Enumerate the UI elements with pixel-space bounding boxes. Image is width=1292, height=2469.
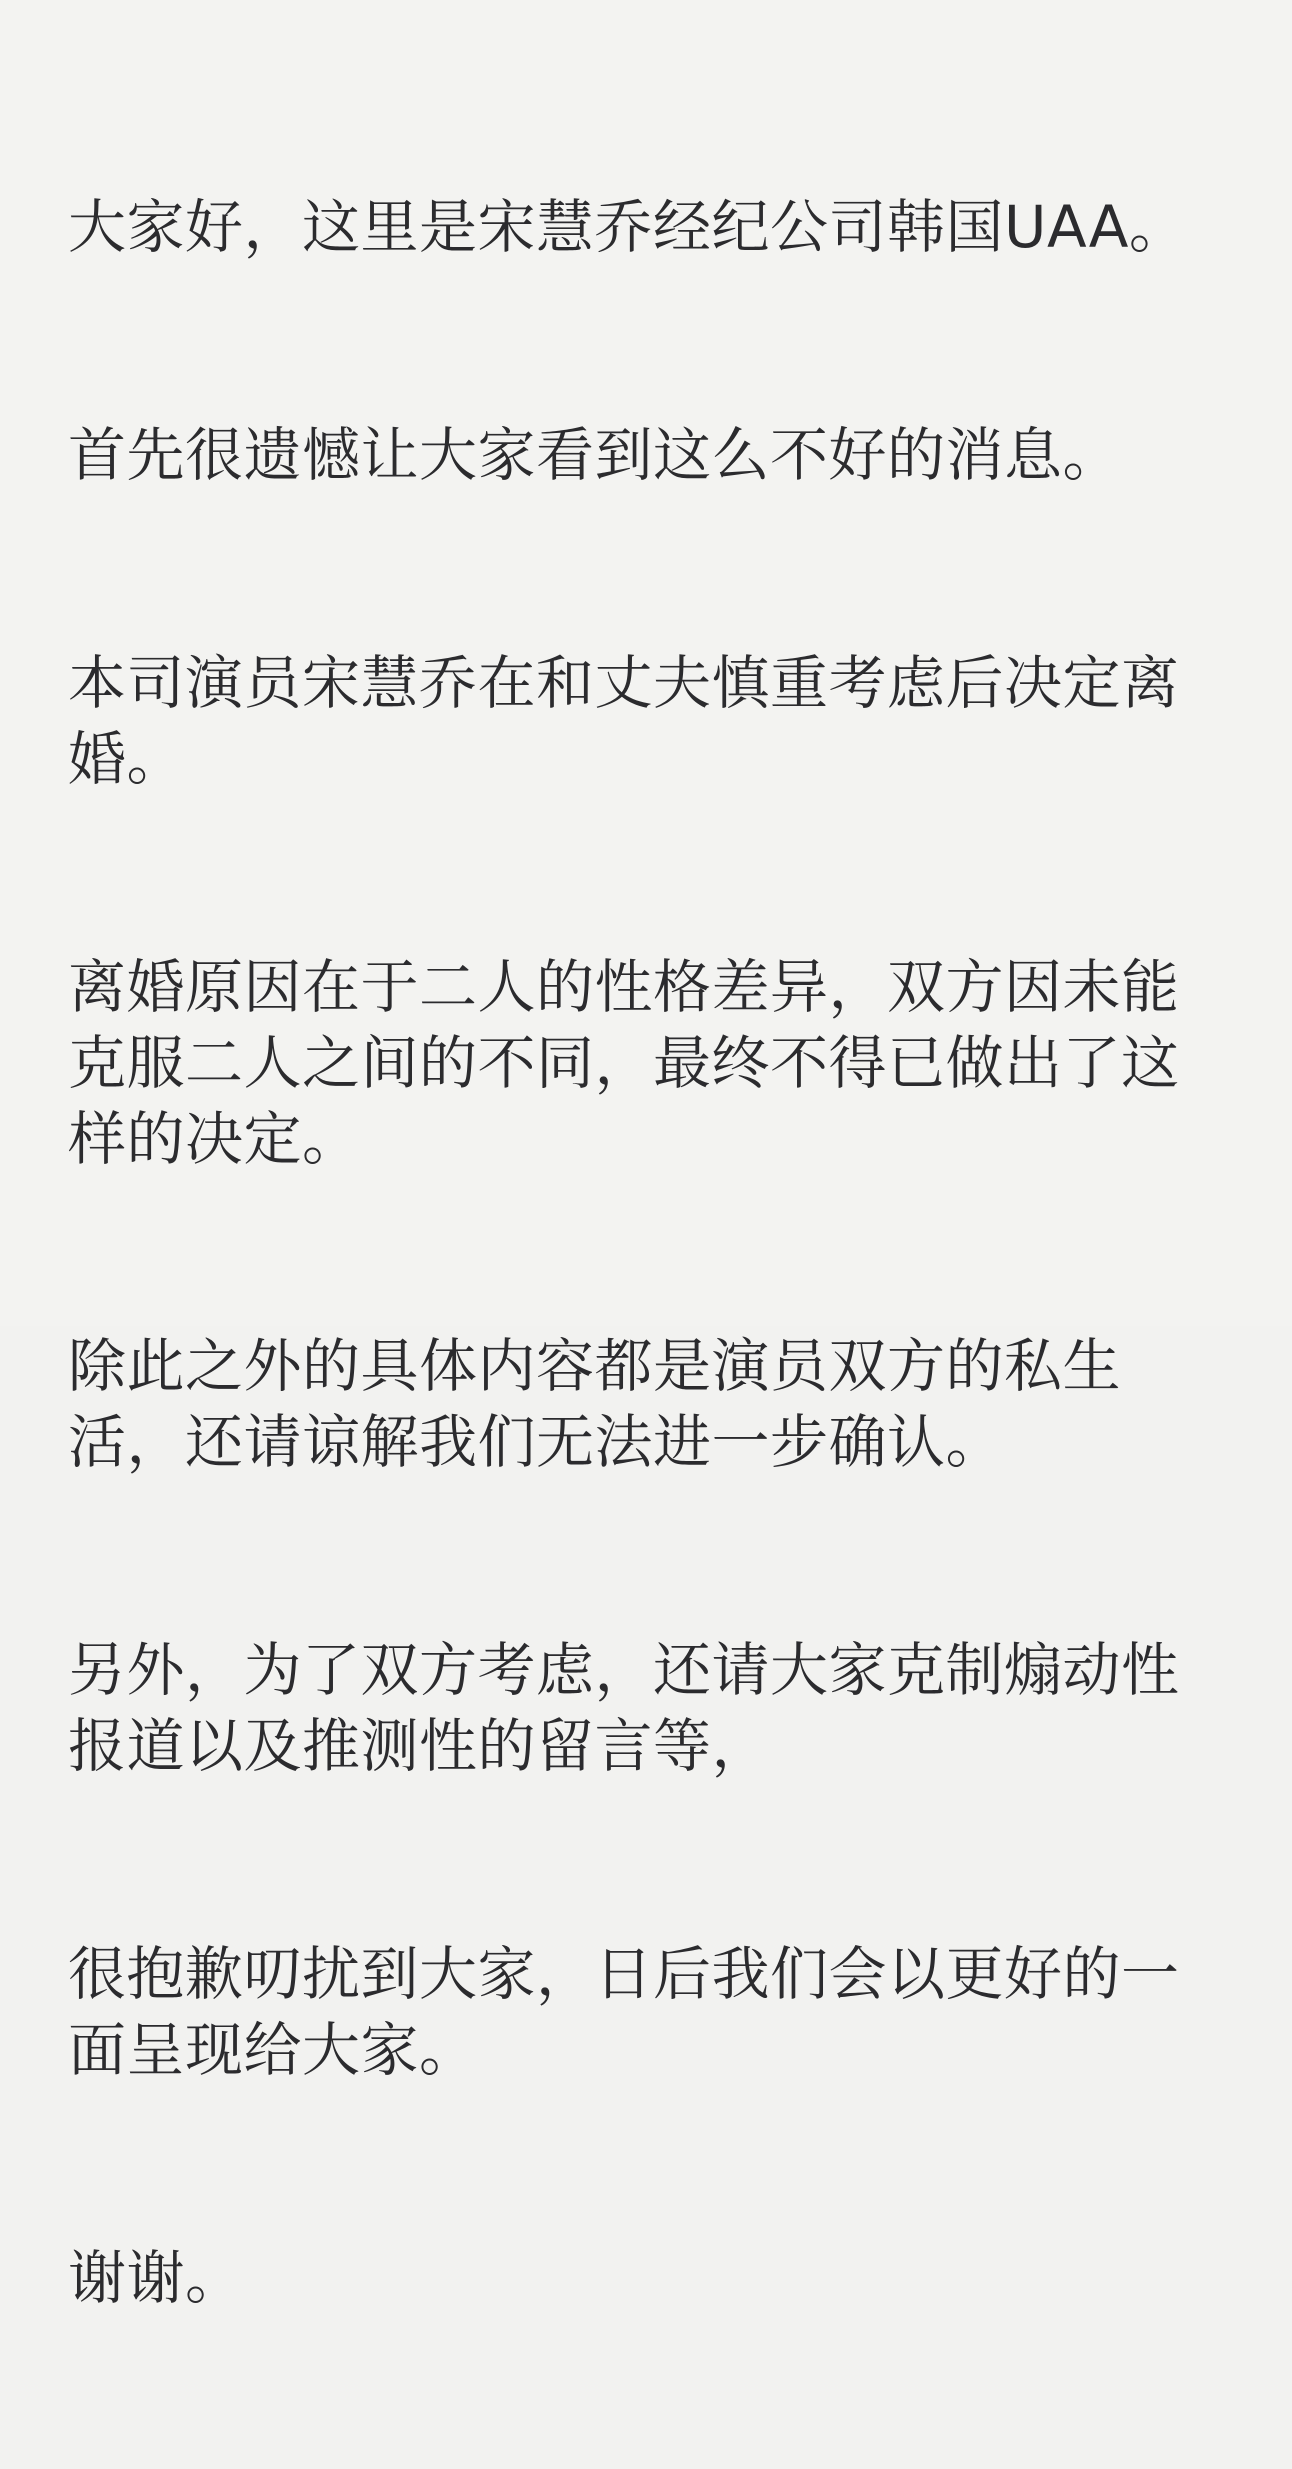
statement-paragraph-3: 本司演员宋慧乔在和丈夫慎重考虑后决定离婚。 <box>68 648 1180 793</box>
statement-paragraph-8: 谢谢。 <box>68 2244 244 2313</box>
statement-paragraph-7: 很抱歉叨扰到大家，日后我们会以更好的一面呈现给大家。 <box>68 1940 1180 2085</box>
statement-paragraph-1: 大家好，这里是宋慧乔经纪公司韩国UAA。 <box>68 192 1188 261</box>
statement-paragraph-5: 除此之外的具体内容都是演员双方的私生活，还请谅解我们无法进一步确认。 <box>68 1332 1122 1477</box>
statement-paragraph-2: 首先很遗憾让大家看到这么不好的消息。 <box>68 420 1122 489</box>
statement-paragraph-4: 离婚原因在于二人的性格差异，双方因未能克服二人之间的不同，最终不得已做出了这样的决定。 <box>68 952 1180 1173</box>
statement-text-block <box>68 38 1232 2469</box>
statement-paragraph-6: 另外，为了双方考虑，还请大家克制煽动性报道以及推测性的留言等， <box>68 1636 1180 1781</box>
